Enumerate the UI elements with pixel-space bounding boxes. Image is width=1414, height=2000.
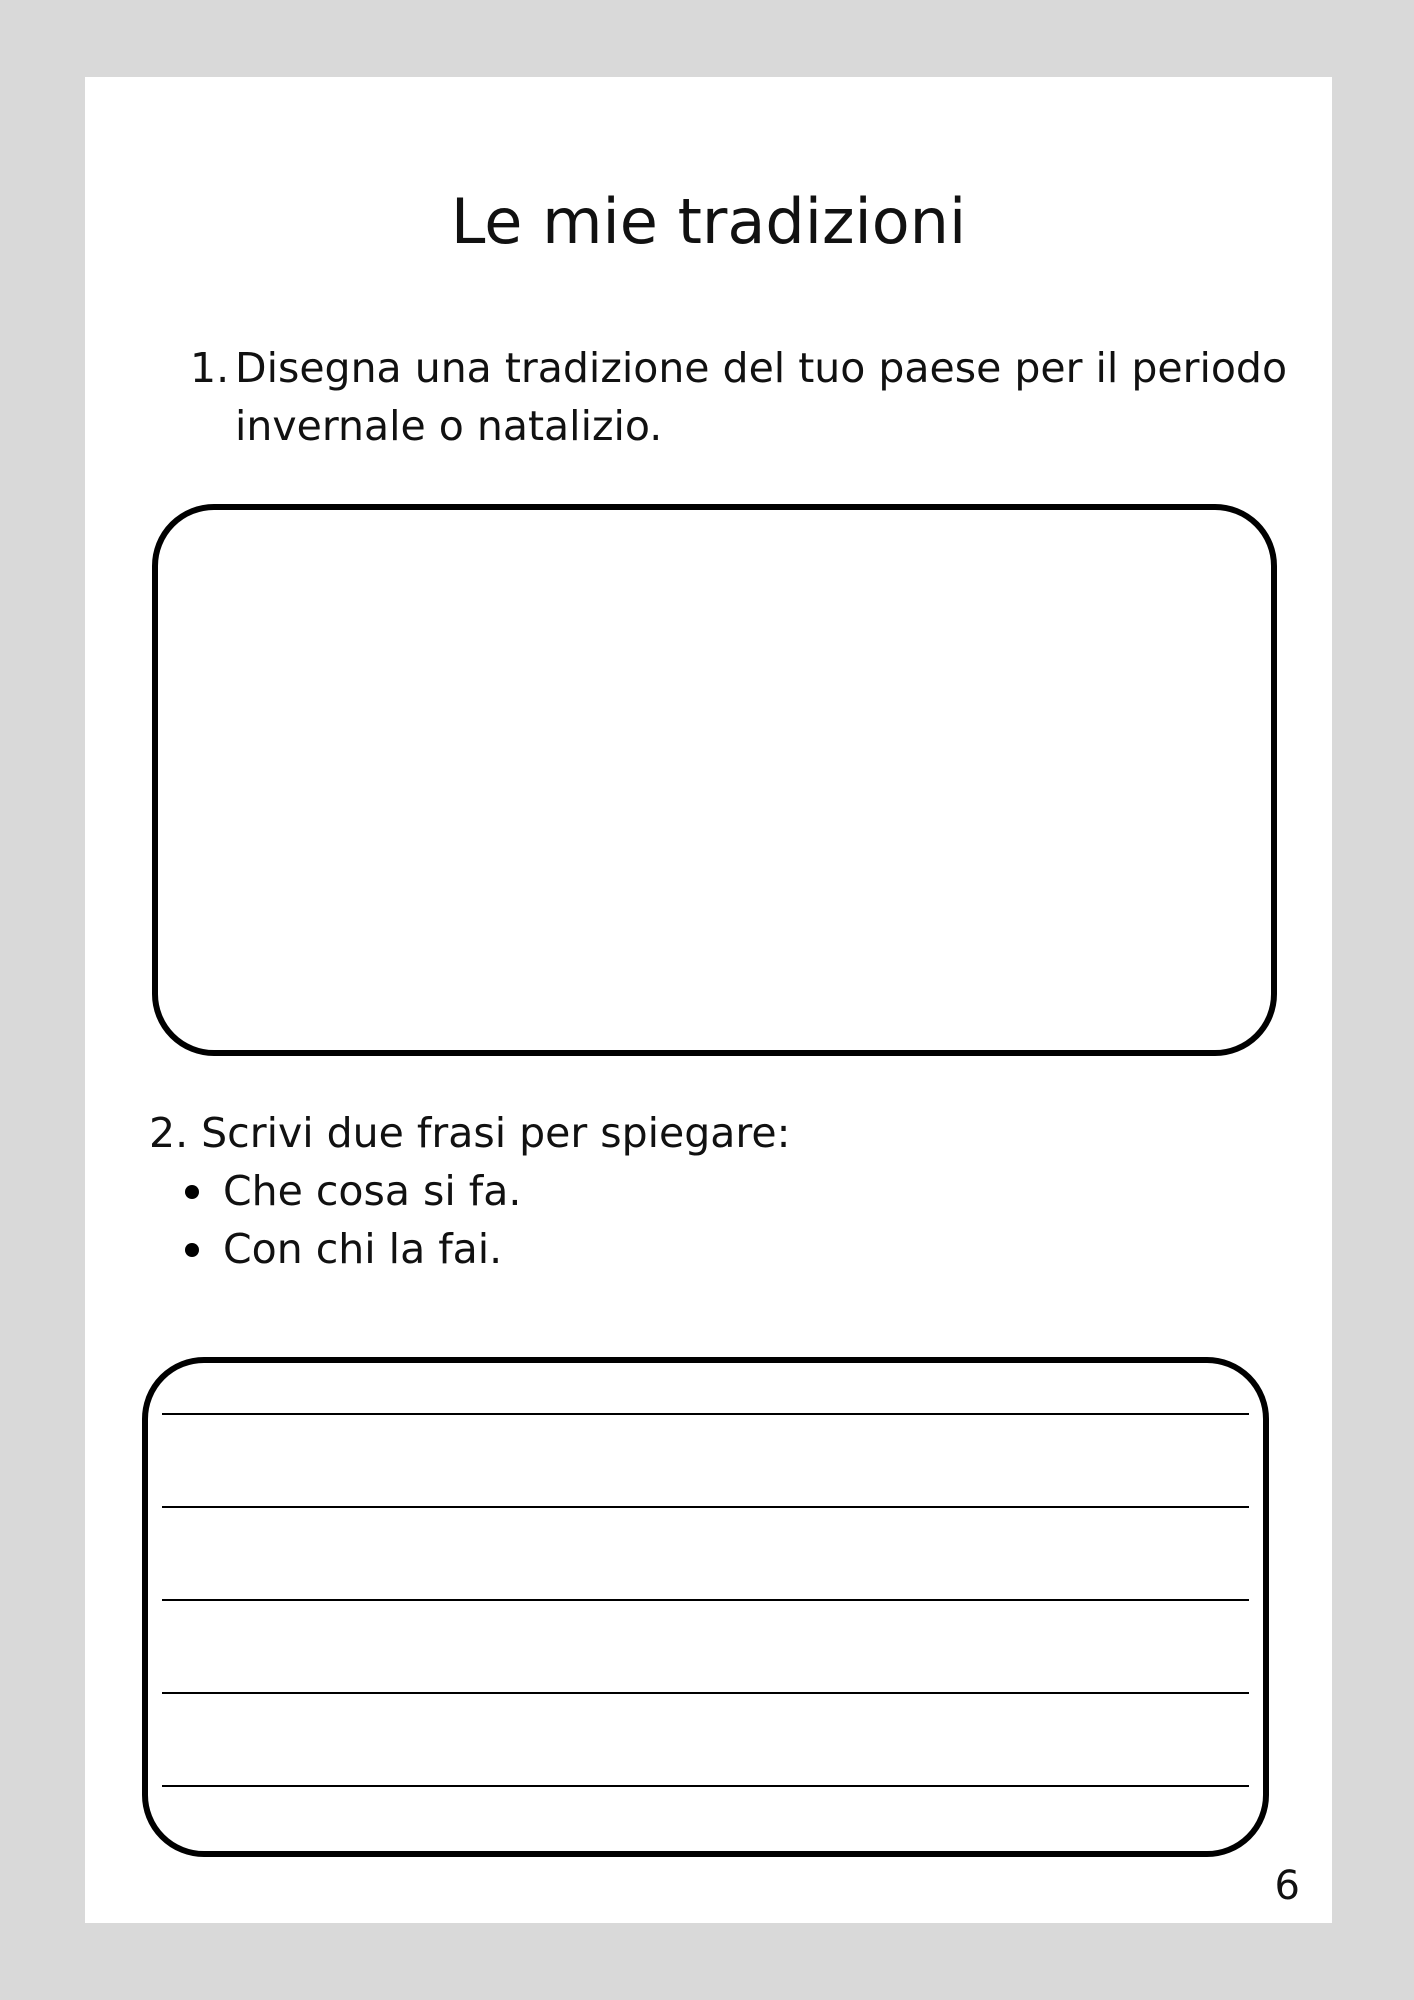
bullet-text: Con chi la fai.: [223, 1225, 503, 1273]
question-2-text: 2. Scrivi due frasi per spiegare:: [149, 1109, 791, 1157]
drawing-box[interactable]: [152, 504, 1277, 1056]
writing-line: [162, 1506, 1249, 1508]
writing-line: [162, 1599, 1249, 1601]
question-1-text: Disegna una tradizione del tuo paese per il periodo invernale o natalizio.: [235, 344, 1288, 450]
writing-line: [162, 1692, 1249, 1694]
question-1-number: 1.: [190, 344, 230, 392]
question-2-bullets: [185, 1162, 521, 1278]
bullet-dot-icon: [185, 1185, 199, 1199]
page-number: 6: [1274, 1863, 1300, 1909]
bullet-item: [185, 1162, 521, 1220]
writing-line: [162, 1413, 1249, 1415]
bullet-dot-icon: [185, 1243, 199, 1257]
bullet-item: [185, 1220, 521, 1278]
page-title: Le mie tradizioni: [450, 185, 967, 258]
question-1: [190, 339, 1290, 455]
writing-box[interactable]: [142, 1357, 1269, 1857]
bullet-text: Che cosa si fa.: [223, 1167, 522, 1215]
writing-line: [162, 1785, 1249, 1787]
worksheet-page: [85, 77, 1332, 1923]
